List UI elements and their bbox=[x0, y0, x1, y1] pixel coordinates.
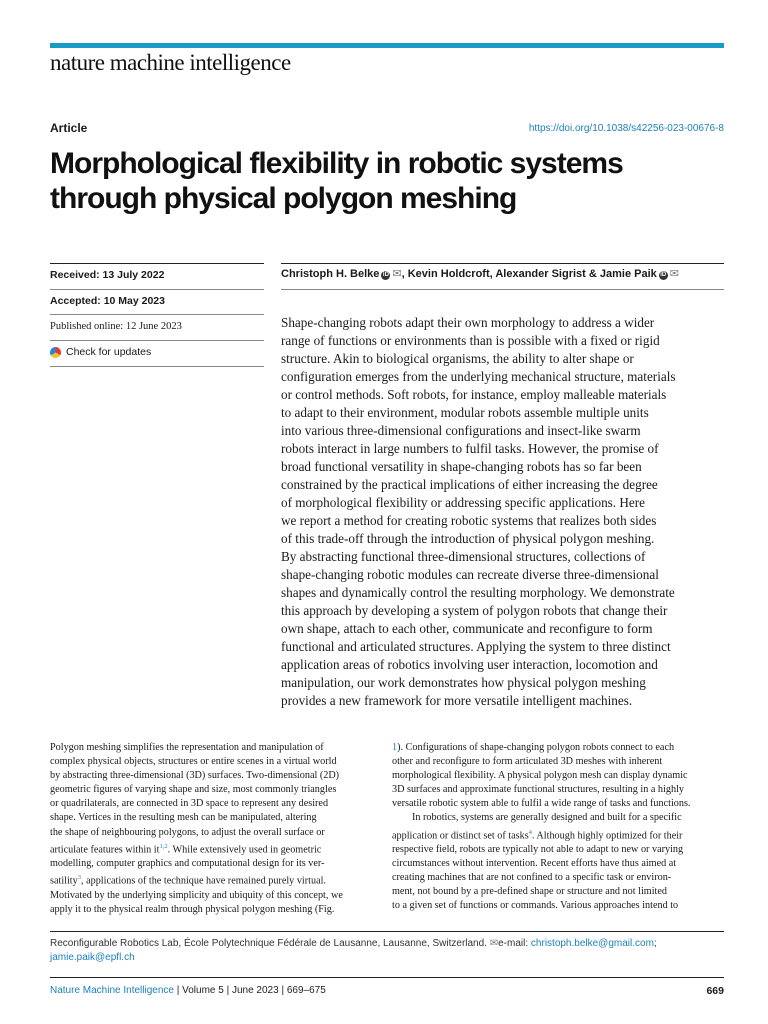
author-name[interactable]: Christoph H. Belke bbox=[281, 268, 380, 280]
body-line: to a given set of functions or commands. Various approaches intend to bbox=[392, 900, 679, 912]
citation-link[interactable]: 1,2 bbox=[159, 842, 168, 850]
meta-top-rule bbox=[50, 263, 264, 264]
abstract-line: shape-changing robotic modules can recreate diverse three-dimensional bbox=[281, 567, 659, 582]
body-line: 1). Configurations of shape-changing polygon robots connect to each bbox=[392, 742, 675, 753]
abstract-line: structure. Akin to biological organisms, the ability to alter shape or bbox=[281, 351, 634, 366]
abstract-line: of this trade-off through the introduction of physical polygon meshing. bbox=[281, 531, 655, 546]
body-line: Polygon meshing simplifies the representation and manipulation of bbox=[50, 742, 324, 753]
abstract-line: broad functional versatility in shape-changing robots has so far been bbox=[281, 459, 642, 474]
body-line: In robotics, systems are generally designed and built for a specific bbox=[412, 812, 682, 824]
citation-link[interactable]: 3 bbox=[77, 874, 81, 882]
body-line: 3D surfaces and approximate functional structures, resulting in a highly bbox=[392, 784, 684, 796]
email-envelope-icon: ✉ bbox=[489, 938, 499, 949]
body-line: application or distinct set of tasks$^4$. Although highly optimized for their bbox=[392, 828, 683, 841]
body-line: ment, not bound by a pre-defined shape or structure and not limited bbox=[392, 886, 667, 898]
meta-divider bbox=[50, 366, 264, 367]
abstract-line: or control methods. Soft robots, for instance, employ malleable materials bbox=[281, 387, 667, 402]
abstract-line: to adapt to their environment, modular robots assemble multiple units bbox=[281, 405, 649, 420]
email-link[interactable]: christoph.belke@gmail.com bbox=[530, 938, 654, 949]
check-updates-icon bbox=[50, 347, 61, 358]
title-line: Morphological flexibility in robotic systems bbox=[50, 147, 623, 180]
body-line: geometric figures of varying shape and size, most commonly triangles bbox=[50, 784, 337, 796]
abstract bbox=[281, 314, 731, 710]
abstract-line: functional and articulated structures. Applying the system to three distinct bbox=[281, 639, 671, 654]
journal-name: nature machine intelligence bbox=[50, 50, 291, 75]
published-date: Published online: 12 June 2023 bbox=[50, 321, 182, 332]
affiliation-rule bbox=[50, 931, 724, 932]
abstract-line: constrained by the practical implications of either increasing the degree bbox=[281, 477, 658, 492]
received-date: Received: 13 July 2022 bbox=[50, 269, 165, 281]
article-title bbox=[50, 146, 740, 216]
body-line: Motivated by the underlying simplicity and ubiquity of this concept, we bbox=[50, 889, 343, 901]
abstract-line: of morphological flexibility or addressing specific applications. Here bbox=[281, 495, 646, 510]
body-line: or quadrilaterals, are connected in 3D space to represent any desired bbox=[50, 798, 329, 810]
abstract-line: configuration emerges from the underlying mechanical structure, materials bbox=[281, 369, 676, 384]
email-label: e-mail: bbox=[498, 938, 529, 949]
author-list bbox=[281, 267, 679, 280]
abstract-line: provides a new framework for more versatile intelligent machines. bbox=[281, 693, 633, 708]
body-line: creating machines that are not confined to a specific task or environ- bbox=[392, 872, 672, 884]
affiliation-text: Reconfigurable Robotics Lab, École Polytechnique Fédérale de Lausanne, Lausanne, Switzerland. bbox=[50, 938, 487, 949]
abstract-line: manipulation, our work demonstrates how physical polygon meshing bbox=[281, 675, 646, 690]
figure-link[interactable]: 1 bbox=[392, 742, 398, 753]
orcid-icon[interactable]: iD bbox=[382, 272, 389, 278]
body-line: the shape of neighbouring polygons, to adjust the overall surface or bbox=[50, 826, 325, 838]
abstract-line: Shape-changing robots adapt their own morphology to address a wider bbox=[281, 315, 655, 330]
email-envelope-icon[interactable]: ✉ bbox=[392, 268, 402, 280]
abstract-line: application areas of robotics involving user interaction, locomotion and bbox=[281, 657, 658, 672]
body-line: other and reconfigure to form articulated 3D meshes with inherent bbox=[392, 756, 663, 768]
email-link[interactable]: jamie.paik@epfl.ch bbox=[50, 952, 135, 963]
body-column-right bbox=[392, 741, 726, 914]
footer-volume: | Volume 5 | June 2023 | 669–675 bbox=[173, 985, 326, 996]
footer-journal-link[interactable]: Nature Machine Intelligence bbox=[50, 985, 174, 996]
check-for-updates-button[interactable] bbox=[50, 346, 151, 358]
body-column-left bbox=[50, 741, 384, 917]
check-updates-label: Check for updates bbox=[66, 346, 152, 358]
authors-top-rule bbox=[281, 263, 724, 264]
email-envelope-icon[interactable]: ✉ bbox=[669, 268, 679, 280]
body-line: by abstracting three-dimensional (3D) surfaces. Two-dimensional (2D) bbox=[50, 770, 340, 782]
title-line: through physical polygon meshing bbox=[50, 182, 517, 215]
meta-divider bbox=[50, 340, 264, 341]
body-line: respective field, robots are typically not able to adapt to new or varying bbox=[392, 844, 684, 856]
abstract-line: robots interact in large numbers to fulfil tasks. However, the promise of bbox=[281, 441, 659, 456]
body-line: articulate features within it$^{1,2}$. While extensively used in geometric bbox=[50, 842, 322, 856]
abstract-line: into various three-dimensional configurations and insect-like swarm bbox=[281, 423, 641, 438]
body-line: satility$^3$, applications of the technique have remained purely virtual. bbox=[50, 874, 326, 887]
page-number: 669 bbox=[706, 985, 724, 997]
abstract-line: By abstracting functional three-dimensional structures, collections of bbox=[281, 549, 646, 564]
header-accent-bar bbox=[50, 43, 724, 48]
body-line: apply it to the physical realm through physical polygon meshing (Fig. bbox=[50, 903, 335, 915]
body-line: versatile robotic system able to fulfil a wide range of tasks and functions. bbox=[392, 798, 691, 810]
meta-divider bbox=[50, 314, 264, 315]
article-type: Article bbox=[50, 121, 88, 135]
abstract-line: this approach by developing a system of polygon robots that change their bbox=[281, 603, 668, 618]
body-line: shape. Vertices in the resulting mesh can be manipulated, altering bbox=[50, 812, 317, 824]
meta-divider bbox=[50, 289, 264, 290]
body-line: circumstances without intervention. Recent efforts have thus aimed at bbox=[392, 858, 677, 870]
authors-bottom-rule bbox=[281, 289, 724, 290]
body-line: morphological flexibility. A physical polygon mesh can display dynamic bbox=[392, 770, 688, 782]
orcid-icon[interactable]: iD bbox=[660, 272, 667, 278]
footer-rule bbox=[50, 977, 724, 978]
abstract-line: we report a method for creating robotic systems that realizes both sides bbox=[281, 513, 657, 528]
abstract-line: shapes and dynamically control the resulting morphology. We demonstrate bbox=[281, 585, 675, 600]
author-names: , Kevin Holdcroft, Alexander Sigrist & Jamie Paik bbox=[401, 268, 657, 280]
body-line: modelling, computer graphics and computational design for its ver- bbox=[50, 858, 325, 870]
abstract-line: range of functions or environments than is possible with a fixed or rigid bbox=[281, 333, 660, 348]
citation-link[interactable]: 4 bbox=[528, 828, 532, 836]
affiliation: Reconfigurable Robotics Lab, École Polytechnique Fédérale de Lausanne, Lausanne, Switzerland. ✉e-mail: christoph.belke@gmail.com; jamie.paik@epfl.ch bbox=[50, 938, 657, 963]
body-line: complex physical objects, structures or entire scenes in a virtual world bbox=[50, 756, 337, 768]
accepted-date: Accepted: 10 May 2023 bbox=[50, 295, 165, 307]
doi-link[interactable]: https://doi.org/10.1038/s42256-023-00676-8 bbox=[528, 123, 724, 134]
footer-citation bbox=[50, 985, 326, 996]
abstract-line: own shape, attach to each other, communicate and reconfigure to form bbox=[281, 621, 653, 636]
